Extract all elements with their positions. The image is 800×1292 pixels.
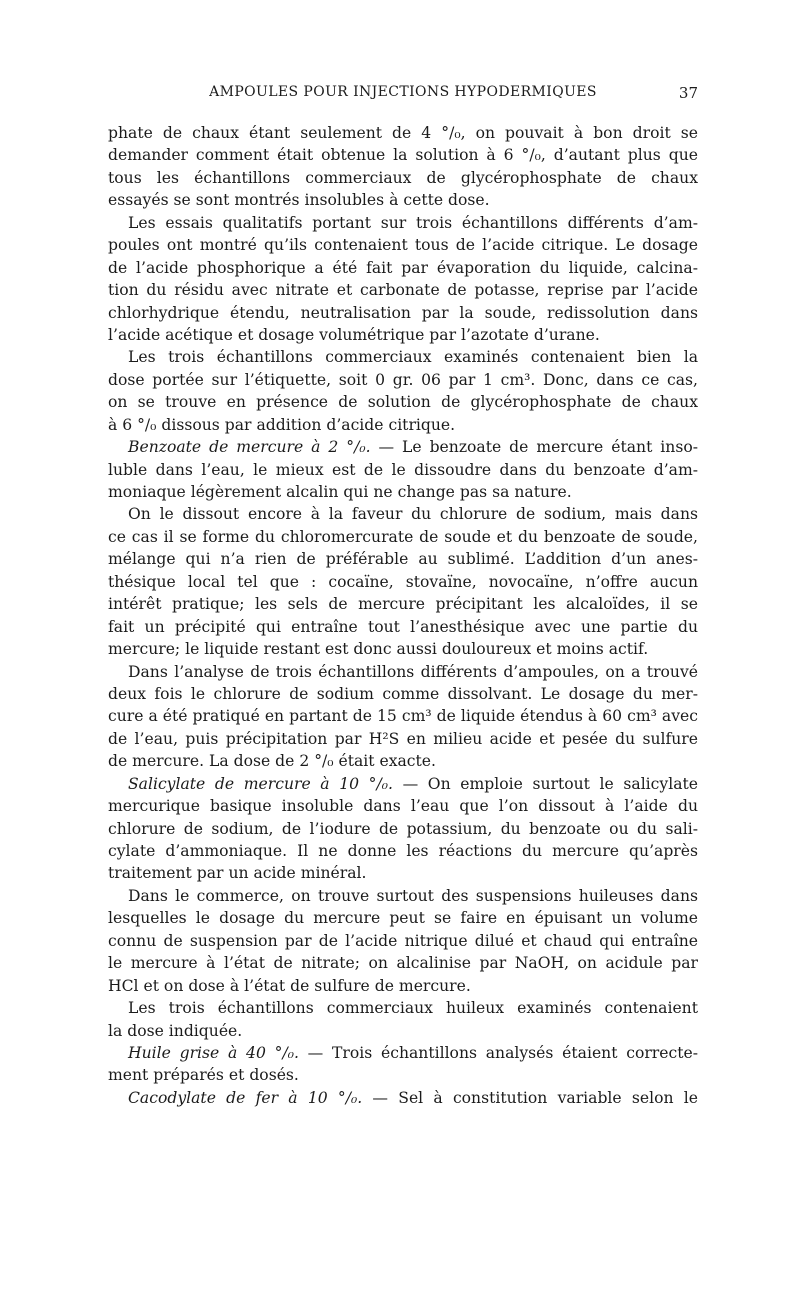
text-line: de l’acide phosphorique a été fait par évaporation du liquide, calcina- — [108, 258, 698, 277]
text-line: traitement par un acide minéral. — [108, 864, 367, 883]
text-line: lesquelles le dosage du mercure peut se faire en épuisant un volume — [108, 909, 698, 928]
text-line: ce cas il se forme du chloromercurate de soude et du benzoate de soude, — [108, 527, 698, 546]
section-heading-line: Cacodylate de fer à 10 °/₀. — Sel à constitution variable selon le — [128, 1088, 698, 1107]
text-line: cylate d’ammoniaque. Il ne donne les réactions du mercure qu’après — [108, 842, 698, 860]
text-line: deux fois le chlorure de sodium comme dissolvant. Le dosage du mer- — [108, 684, 698, 703]
page-number: 37 — [678, 84, 698, 102]
text-line: chlorhydrique étendu, neutralisation par la soude, redissolution dans — [108, 303, 698, 322]
page-header — [108, 84, 698, 108]
text-line: poules ont montré qu’ils contenaient tous de l’acide citrique. Le dosage — [108, 236, 698, 255]
body-text — [108, 122, 698, 1109]
section-heading-line: Salicylate de mercure à 10 °/₀. — On emploie surtout le salicylate — [128, 774, 698, 793]
text-line: de l’eau, puis précipitation par H²S en milieu acide et pesée du sulfure — [108, 729, 698, 748]
section-title: Benzoate de mercure à 2 °/₀. — [128, 438, 371, 457]
text-line: la dose indiquée. — [108, 1021, 243, 1040]
text-line: moniaque légèrement alcalin qui ne change pas sa nature. — [108, 483, 572, 501]
text-line: fait un précipité qui entraîne tout l’anesthésique avec une partie du — [108, 617, 698, 636]
text-line: à 6 °/₀ dissous par addition d’acide citrique. — [108, 415, 456, 434]
paragraph-start-line: Dans le commerce, on trouve surtout des suspensions huileuses dans — [128, 886, 698, 905]
paragraph-start-line: Les trois échantillons commerciaux huileux examinés contenaient — [128, 999, 698, 1018]
section-heading-line: Huile grise à 40 °/₀. — Trois échantillons analysés étaient correcte- — [128, 1043, 698, 1062]
text-line: le mercure à l’état de nitrate; on alcalinise par NaOH, on acidule par — [108, 954, 698, 973]
text-line: on se trouve en présence de solution de glycérophosphate de chaux — [108, 393, 698, 412]
text-line: tion du résidu avec nitrate et carbonate de potasse, reprise par l’acide — [108, 281, 698, 300]
text-line: demander comment était obtenue la solution à 6 °/₀, d’autant plus que — [108, 146, 698, 165]
text-line: mercurique basique insoluble dans l’eau que l’on dissout à l’aide du — [108, 797, 698, 816]
text-line: tous les échantillons commerciaux de glycérophosphate de chaux — [108, 168, 698, 187]
text-line: chlorure de sodium, de l’iodure de potassium, du benzoate ou du sali- — [108, 819, 698, 838]
section-title: Cacodylate de fer à 10 °/₀. — [128, 1088, 363, 1107]
text-line: mélange qui n’a rien de préférable au sublimé. L’addition d’un anes- — [108, 550, 698, 569]
paragraph-start-line: Dans l’analyse de trois échantillons différents d’ampoules, on a trouvé — [128, 662, 698, 681]
text-line: phate de chaux étant seulement de 4 °/₀, on pouvait à bon droit se — [108, 124, 698, 142]
text-line: cure a été pratiqué en partant de 15 cm³ de liquide étendus à 60 cm³ avec — [108, 707, 698, 726]
section-heading-line: Benzoate de mercure à 2 °/₀. — Le benzoate de mercure étant inso- — [128, 438, 698, 457]
text-line: intérêt pratique; les sels de mercure précipitant les alcaloïdes, il se — [108, 595, 698, 614]
text-line: thésique local tel que : cocaïne, stovaïne, novocaïne, n’offre aucun — [108, 572, 698, 591]
running-title: AMPOULES POUR INJECTIONS HYPODERMIQUES — [209, 84, 597, 100]
paragraph-start-line: Les essais qualitatifs portant sur trois échantillons différents d’am- — [128, 213, 698, 232]
text-line: connu de suspension par de l’acide nitrique dilué et chaud qui entraîne — [108, 931, 698, 950]
text-line: ment préparés et dosés. — [108, 1066, 299, 1085]
text-line: HCl et on dose à l’état de sulfure de mercure. — [108, 976, 471, 995]
text-line: de mercure. La dose de 2 °/₀ était exacte. — [108, 752, 436, 771]
paragraph-start-line: On le dissout encore à la faveur du chlorure de sodium, mais dans — [128, 505, 698, 524]
section-title: Huile grise à 40 °/₀. — [128, 1043, 299, 1062]
text-line: dose portée sur l’étiquette, soit 0 gr. 06 par 1 cm³. Donc, dans ce cas, — [108, 370, 698, 389]
text-line: essayés se sont montrés insolubles à cette dose. — [108, 191, 490, 210]
paragraph-start-line: Les trois échantillons commerciaux examinés contenaient bien la — [128, 348, 698, 367]
text-line: l’acide acétique et dosage volumétrique par l’azotate d’urane. — [108, 325, 600, 344]
text-line: luble dans l’eau, le mieux est de le dissoudre dans du benzoate d’am- — [108, 460, 698, 479]
section-title: Salicylate de mercure à 10 °/₀. — [128, 774, 393, 793]
text-line: mercure; le liquide restant est donc aussi douloureux et moins actif. — [108, 640, 649, 659]
